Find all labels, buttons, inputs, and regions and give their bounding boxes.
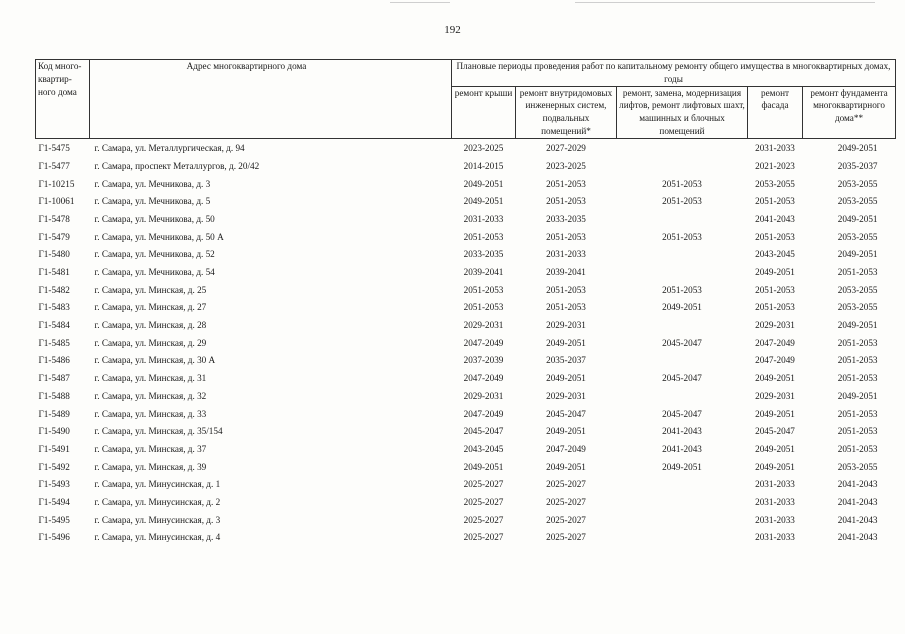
cell-address: г. Самара, ул. Минская, д. 33 bbox=[94, 408, 207, 419]
table-row bbox=[36, 246, 896, 264]
cell-roof: 2049-2051 bbox=[463, 461, 504, 472]
cell-foundation: 2053-2055 bbox=[837, 302, 878, 313]
cell-systems: 2051-2053 bbox=[546, 196, 586, 207]
cell-code: Г1-5480 bbox=[38, 249, 70, 260]
cell-address: г. Самара, ул. Минская, д. 29 bbox=[94, 337, 207, 348]
cell-facade: 2029-2031 bbox=[755, 390, 795, 401]
cell-address: г. Самара, ул. Минская, д. 31 bbox=[94, 373, 207, 384]
cell-lifts bbox=[617, 157, 748, 175]
header-row-group bbox=[36, 60, 896, 87]
cell-foundation: 2041-2043 bbox=[837, 479, 878, 490]
cell-code: Г1-5495 bbox=[38, 514, 70, 525]
cell-facade: 2049-2051 bbox=[755, 373, 795, 384]
cell-roof: 2049-2051 bbox=[463, 178, 504, 189]
cell-systems: 2051-2053 bbox=[546, 231, 586, 242]
cell-lifts: 2051-2053 bbox=[662, 178, 702, 189]
cell-foundation: 2051-2053 bbox=[837, 373, 878, 384]
cell-foundation: 2051-2053 bbox=[837, 408, 878, 419]
cell-roof: 2049-2051 bbox=[463, 196, 504, 207]
cell-foundation: 2041-2043 bbox=[837, 496, 878, 507]
cell-lifts: 2051-2053 bbox=[662, 196, 702, 207]
table-row bbox=[36, 317, 896, 335]
table-row bbox=[36, 211, 896, 229]
cell-address: г. Самара, ул. Минская, д. 28 bbox=[94, 320, 207, 331]
cell-code: Г1-10215 bbox=[38, 178, 75, 189]
page-number: 192 bbox=[444, 24, 461, 36]
table-row bbox=[36, 494, 896, 512]
header-foundation: ремонт фундамента многоквартирного дома** bbox=[803, 86, 896, 138]
cell-lifts bbox=[617, 476, 748, 494]
cell-code: Г1-5491 bbox=[38, 443, 70, 454]
table-row bbox=[36, 334, 896, 352]
cell-foundation: 2035-2037 bbox=[837, 160, 878, 171]
cell-facade: 2031-2033 bbox=[755, 532, 795, 543]
table-row bbox=[36, 387, 896, 405]
cell-address: г. Самара, ул. Минусинская, д. 3 bbox=[94, 514, 221, 525]
cell-foundation: 2049-2051 bbox=[837, 213, 878, 224]
table-row bbox=[36, 175, 896, 193]
cell-systems: 2045-2047 bbox=[546, 408, 586, 419]
cell-roof: 2045-2047 bbox=[463, 426, 504, 437]
cell-systems: 2025-2027 bbox=[546, 514, 586, 525]
cell-foundation: 2049-2051 bbox=[837, 143, 878, 154]
cell-code: Г1-5475 bbox=[38, 143, 70, 154]
cell-code: Г1-5483 bbox=[38, 302, 70, 313]
cell-foundation: 2051-2053 bbox=[837, 426, 878, 437]
cell-lifts: 2045-2047 bbox=[662, 373, 702, 384]
cell-facade: 2029-2031 bbox=[755, 320, 795, 331]
cell-lifts bbox=[617, 529, 748, 547]
table-row bbox=[36, 299, 896, 317]
cell-foundation: 2053-2055 bbox=[837, 231, 878, 242]
cell-roof: 2051-2053 bbox=[463, 302, 504, 313]
cell-roof: 2051-2053 bbox=[463, 284, 504, 295]
cell-foundation: 2053-2055 bbox=[837, 284, 878, 295]
cell-facade: 2051-2053 bbox=[755, 231, 795, 242]
cell-systems: 2023-2025 bbox=[546, 160, 586, 171]
cell-systems: 2047-2049 bbox=[546, 443, 586, 454]
cell-systems: 2049-2051 bbox=[546, 426, 586, 437]
cell-address: г. Самара, ул. Минская, д. 37 bbox=[94, 443, 207, 454]
cell-lifts bbox=[617, 511, 748, 529]
table-row bbox=[36, 458, 896, 476]
cell-lifts: 2049-2051 bbox=[662, 302, 702, 313]
cell-lifts bbox=[617, 387, 748, 405]
cell-systems: 2049-2051 bbox=[546, 373, 586, 384]
cell-foundation: 2051-2053 bbox=[837, 267, 878, 278]
table-row bbox=[36, 138, 896, 157]
cell-facade: 2047-2049 bbox=[755, 337, 795, 348]
cell-code: Г1-5486 bbox=[38, 355, 70, 366]
cell-foundation: 2051-2053 bbox=[837, 337, 878, 348]
table-body bbox=[36, 138, 896, 546]
cell-lifts: 2049-2051 bbox=[662, 461, 702, 472]
cell-code: Г1-5482 bbox=[38, 284, 70, 295]
cell-code: Г1-5479 bbox=[38, 231, 70, 242]
cell-systems: 2031-2033 bbox=[546, 249, 586, 260]
cell-systems: 2039-2041 bbox=[546, 267, 586, 278]
cell-roof: 2014-2015 bbox=[463, 160, 504, 171]
cell-systems: 2029-2031 bbox=[546, 390, 586, 401]
cell-systems: 2049-2051 bbox=[546, 461, 586, 472]
table-row bbox=[36, 264, 896, 282]
cell-foundation: 2049-2051 bbox=[837, 390, 878, 401]
cell-facade: 2053-2055 bbox=[755, 178, 795, 189]
cell-foundation: 2049-2051 bbox=[837, 320, 878, 331]
header-periods-group: Плановые периоды проведения работ по капитальному ремонту общего имущества в многоквартирных домах, годы bbox=[452, 60, 896, 87]
cell-foundation: 2051-2053 bbox=[837, 355, 878, 366]
cell-code: Г1-5477 bbox=[38, 160, 70, 171]
cell-roof: 2047-2049 bbox=[463, 373, 504, 384]
cell-address: г. Самара, ул. Мечникова, д. 52 bbox=[94, 249, 215, 260]
cell-facade: 2031-2033 bbox=[755, 479, 795, 490]
repair-schedule-table bbox=[35, 59, 896, 547]
cell-systems: 2033-2035 bbox=[546, 213, 586, 224]
table-row bbox=[36, 228, 896, 246]
cell-foundation: 2041-2043 bbox=[837, 514, 878, 525]
cell-roof: 2025-2027 bbox=[463, 496, 504, 507]
cell-foundation: 2041-2043 bbox=[837, 532, 878, 543]
table-row bbox=[36, 476, 896, 494]
table-row bbox=[36, 157, 896, 175]
cell-systems: 2025-2027 bbox=[546, 479, 586, 490]
table-row bbox=[36, 405, 896, 423]
scan-edge-line bbox=[390, 2, 450, 3]
cell-roof: 2029-2031 bbox=[463, 390, 504, 401]
cell-code: Г1-5496 bbox=[38, 532, 70, 543]
cell-lifts: 2051-2053 bbox=[662, 284, 702, 295]
cell-lifts bbox=[617, 494, 748, 512]
table-row bbox=[36, 423, 896, 441]
table-row bbox=[36, 352, 896, 370]
cell-address: г. Самара, ул. Минская, д. 35/154 bbox=[94, 426, 223, 437]
cell-code: Г1-5478 bbox=[38, 213, 70, 224]
cell-facade: 2051-2053 bbox=[755, 196, 795, 207]
cell-code: Г1-5488 bbox=[38, 390, 70, 401]
cell-lifts bbox=[617, 317, 748, 335]
cell-facade: 2049-2051 bbox=[755, 267, 795, 278]
cell-foundation: 2053-2055 bbox=[837, 461, 878, 472]
cell-address: г. Самара, ул. Минусинская, д. 2 bbox=[94, 496, 221, 507]
table-row bbox=[36, 193, 896, 211]
cell-foundation: 2051-2053 bbox=[837, 443, 878, 454]
header-facade: ремонт фасада bbox=[748, 86, 803, 138]
cell-systems: 2051-2053 bbox=[546, 284, 586, 295]
cell-systems: 2049-2051 bbox=[546, 337, 586, 348]
cell-code: Г1-5493 bbox=[38, 479, 70, 490]
cell-roof: 2037-2039 bbox=[463, 355, 504, 366]
cell-facade: 2031-2033 bbox=[755, 143, 795, 154]
cell-facade: 2051-2053 bbox=[755, 302, 795, 313]
cell-roof: 2025-2027 bbox=[463, 532, 504, 543]
cell-address: г. Самара, проспект Металлургов, д. 20/42 bbox=[94, 160, 260, 171]
cell-code: Г1-5494 bbox=[38, 496, 70, 507]
cell-code: Г1-5487 bbox=[38, 373, 70, 384]
cell-systems: 2029-2031 bbox=[546, 320, 586, 331]
cell-code: Г1-5485 bbox=[38, 337, 70, 348]
cell-systems: 2051-2053 bbox=[546, 178, 586, 189]
table-row bbox=[36, 370, 896, 388]
cell-lifts bbox=[617, 352, 748, 370]
cell-roof: 2025-2027 bbox=[463, 479, 504, 490]
cell-facade: 2043-2045 bbox=[755, 249, 795, 260]
cell-address: г. Самара, ул. Минская, д. 30 А bbox=[94, 355, 216, 366]
scan-edge-line bbox=[575, 2, 875, 3]
cell-systems: 2027-2029 bbox=[546, 143, 586, 154]
cell-foundation: 2053-2055 bbox=[837, 196, 878, 207]
cell-facade: 2049-2051 bbox=[755, 461, 795, 472]
cell-address: г. Самара, ул. Мечникова, д. 50 bbox=[94, 213, 215, 224]
cell-systems: 2035-2037 bbox=[546, 355, 586, 366]
cell-address: г. Самара, ул. Мечникова, д. 50 А bbox=[94, 231, 224, 242]
cell-address: г. Самара, ул. Мечникова, д. 5 bbox=[94, 196, 211, 207]
cell-roof: 2043-2045 bbox=[463, 443, 504, 454]
cell-lifts: 2051-2053 bbox=[662, 231, 702, 242]
cell-roof: 2031-2033 bbox=[463, 213, 504, 224]
cell-lifts: 2045-2047 bbox=[662, 337, 702, 348]
cell-address: г. Самара, ул. Минусинская, д. 4 bbox=[94, 532, 221, 543]
cell-lifts: 2045-2047 bbox=[662, 408, 702, 419]
cell-lifts bbox=[617, 138, 748, 157]
cell-address: г. Самара, ул. Минская, д. 27 bbox=[94, 302, 207, 313]
cell-systems: 2025-2027 bbox=[546, 496, 586, 507]
cell-foundation: 2053-2055 bbox=[837, 178, 878, 189]
cell-facade: 2051-2053 bbox=[755, 284, 795, 295]
cell-roof: 2033-2035 bbox=[463, 249, 504, 260]
cell-facade: 2049-2051 bbox=[755, 408, 795, 419]
cell-facade: 2031-2033 bbox=[755, 514, 795, 525]
cell-facade: 2047-2049 bbox=[755, 355, 795, 366]
cell-roof: 2047-2049 bbox=[463, 337, 504, 348]
cell-roof: 2051-2053 bbox=[463, 231, 504, 242]
table-row bbox=[36, 529, 896, 547]
table-row bbox=[36, 511, 896, 529]
cell-systems: 2051-2053 bbox=[546, 302, 586, 313]
header-systems: ремонт внутридомовых инженерных систем, подвальных помещений* bbox=[516, 86, 617, 138]
cell-address: г. Самара, ул. Минусинская, д. 1 bbox=[94, 479, 221, 490]
header-code: Код много-квартир-ного дома bbox=[36, 60, 90, 139]
cell-roof: 2047-2049 bbox=[463, 408, 504, 419]
cell-roof: 2039-2041 bbox=[463, 267, 504, 278]
header-lifts: ремонт, замена, модернизация лифтов, ремонт лифтовых шахт, машинных и блочных помещений bbox=[617, 86, 748, 138]
cell-code: Г1-5492 bbox=[38, 461, 70, 472]
cell-foundation: 2049-2051 bbox=[837, 249, 878, 260]
header-roof: ремонт крыши bbox=[452, 86, 516, 138]
cell-code: Г1-5490 bbox=[38, 426, 70, 437]
cell-roof: 2029-2031 bbox=[463, 320, 504, 331]
cell-address: г. Самара, ул. Мечникова, д. 3 bbox=[94, 178, 211, 189]
table-row bbox=[36, 440, 896, 458]
cell-code: Г1-5484 bbox=[38, 320, 70, 331]
cell-facade: 2031-2033 bbox=[755, 496, 795, 507]
cell-facade: 2049-2051 bbox=[755, 443, 795, 454]
cell-code: Г1-5489 bbox=[38, 408, 70, 419]
cell-roof: 2025-2027 bbox=[463, 514, 504, 525]
header-address: Адрес многоквартирного дома bbox=[90, 60, 452, 139]
cell-address: г. Самара, ул. Минская, д. 39 bbox=[94, 461, 207, 472]
cell-lifts bbox=[617, 211, 748, 229]
cell-systems: 2025-2027 bbox=[546, 532, 586, 543]
cell-address: г. Самара, ул. Металлургическая, д. 94 bbox=[94, 143, 245, 154]
cell-facade: 2021-2023 bbox=[755, 160, 795, 171]
cell-lifts bbox=[617, 264, 748, 282]
cell-address: г. Самара, ул. Мечникова, д. 54 bbox=[94, 267, 215, 278]
cell-code: Г1-10061 bbox=[38, 196, 75, 207]
cell-address: г. Самара, ул. Минская, д. 25 bbox=[94, 284, 207, 295]
cell-lifts bbox=[617, 246, 748, 264]
table-row bbox=[36, 281, 896, 299]
cell-lifts: 2041-2043 bbox=[662, 426, 702, 437]
cell-roof: 2023-2025 bbox=[463, 143, 504, 154]
cell-facade: 2041-2043 bbox=[755, 213, 795, 224]
cell-lifts: 2041-2043 bbox=[662, 443, 702, 454]
cell-facade: 2045-2047 bbox=[755, 426, 795, 437]
cell-address: г. Самара, ул. Минская, д. 32 bbox=[94, 390, 207, 401]
cell-code: Г1-5481 bbox=[38, 267, 70, 278]
